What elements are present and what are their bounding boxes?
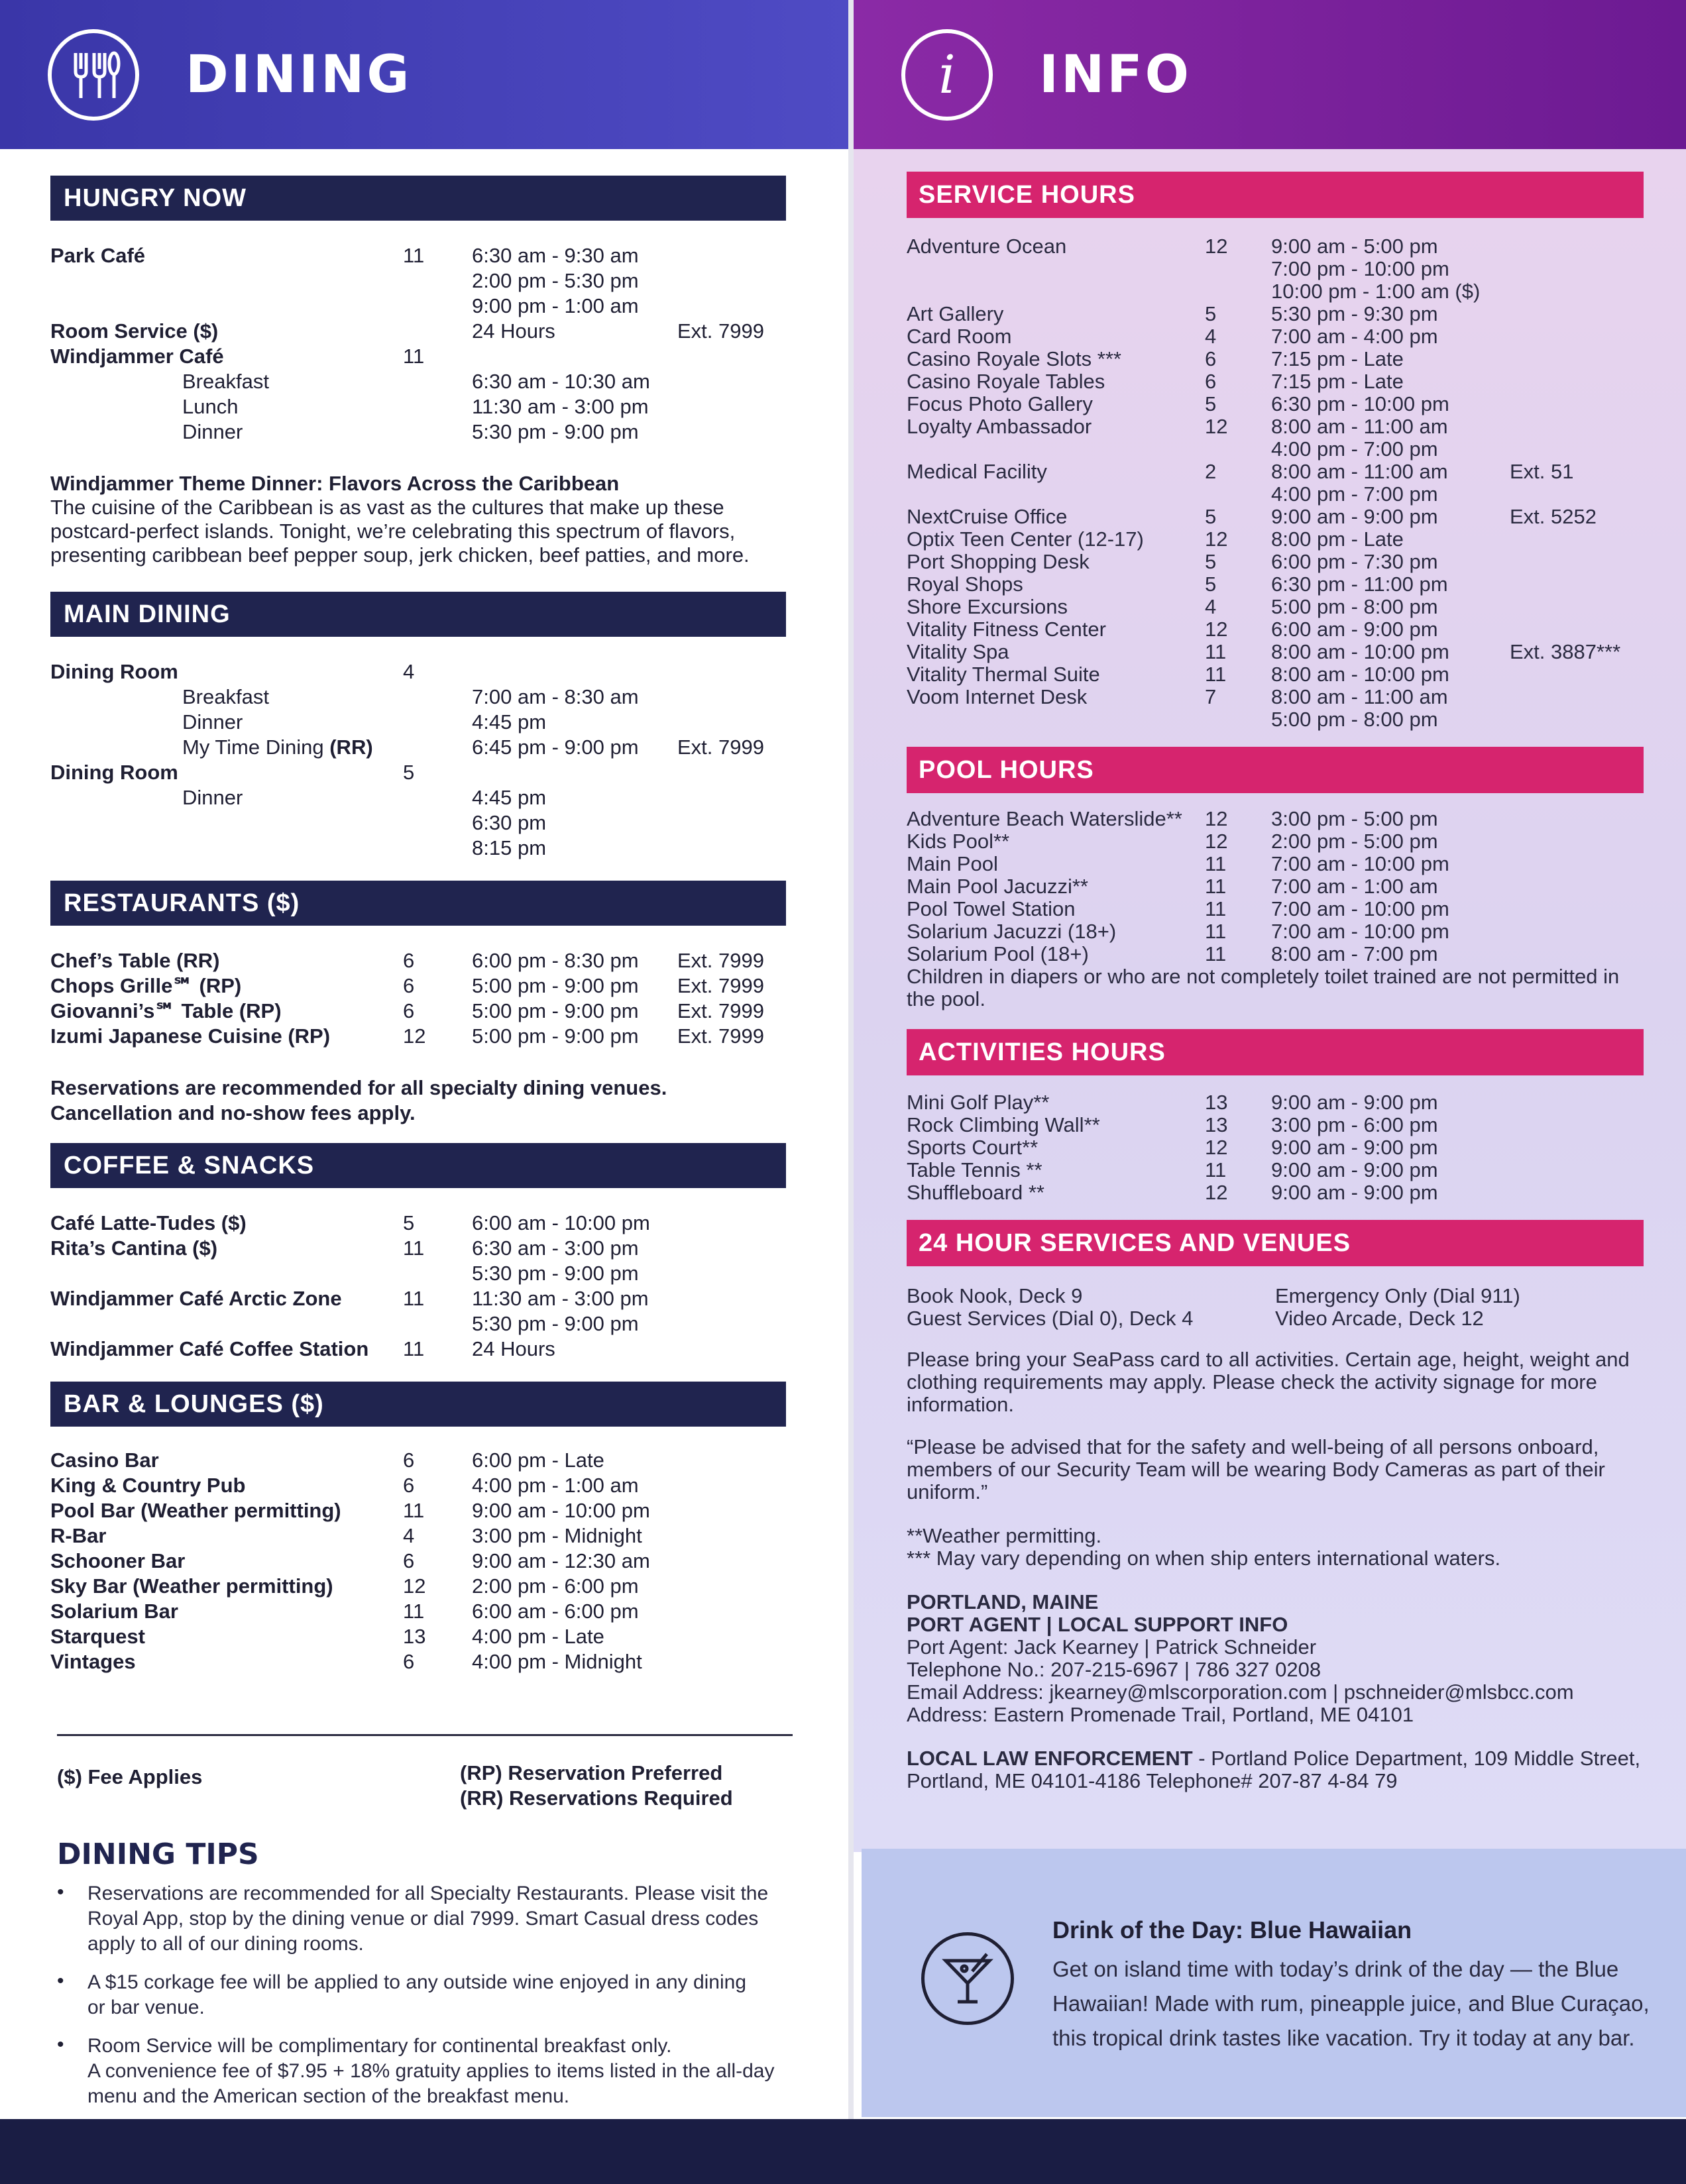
bar-deck: 11: [403, 1600, 425, 1623]
service-ext: Ext. 5252: [1510, 505, 1597, 528]
dining-room-deck: 4: [403, 660, 415, 683]
service-name: Vitality Fitness Center: [907, 618, 1106, 641]
dining-room-meal: Dinner: [182, 786, 243, 809]
legend-rr: (RR) Reservations Required: [460, 1786, 733, 1810]
dining-room-time: 4:45 pm: [472, 786, 547, 809]
restaurants-bar: RESTAURANTS ($): [50, 881, 786, 926]
windjammer-time: 6:30 am - 10:30 am: [472, 370, 650, 393]
service-name: Casino Royale Slots ***: [907, 347, 1121, 370]
dining-tip-line: or bar venue.: [87, 1996, 205, 2018]
coffee-time: 6:00 am - 10:00 pm: [472, 1211, 650, 1234]
dining-title: DINING: [186, 44, 412, 105]
pool-deck: 11: [1205, 852, 1227, 875]
pool-name: Kids Pool**: [907, 830, 1010, 853]
activity-deck: 12: [1205, 1181, 1228, 1204]
coffee-time: 6:30 am - 3:00 pm: [472, 1236, 639, 1260]
port-email: Email Address: jkearney@mlscorporation.com | pschneider@mlsbcc.com: [907, 1680, 1574, 1704]
service-name: Loyalty Ambassador: [907, 415, 1092, 438]
bar-name: King & Country Pub: [50, 1474, 246, 1497]
activity-deck: 13: [1205, 1091, 1228, 1114]
service-name: Adventure Ocean: [907, 235, 1067, 258]
restaurant-name: Chops Grille℠ (RP): [50, 974, 242, 997]
service-deck: 12: [1205, 415, 1228, 438]
bar-name: Sky Bar (Weather permitting): [50, 1574, 333, 1598]
dining-room-meal: Dinner: [182, 710, 243, 734]
bar-time: 4:00 pm - 1:00 am: [472, 1474, 639, 1497]
restaurant-ext: Ext. 7999: [677, 949, 764, 972]
service-deck: 11: [1205, 663, 1227, 686]
law-enforcement: [907, 1747, 1640, 1770]
coffee-time: 5:30 pm - 9:00 pm: [472, 1262, 639, 1285]
service-time: 4:00 pm - 7:00 pm: [1271, 482, 1438, 506]
hungry-now-bar: HUNGRY NOW: [50, 176, 786, 221]
service-deck: 5: [1205, 573, 1217, 596]
bar-deck: 11: [403, 1499, 425, 1522]
bar-time: 6:00 pm - Late: [472, 1448, 604, 1472]
restaurant-ext: Ext. 7999: [677, 1024, 764, 1048]
restaurant-deck: 6: [403, 949, 415, 972]
pool-deck: 11: [1205, 920, 1227, 943]
drink-line: Hawaiian! Made with rum, pineapple juice, and Blue Curaçao,: [1052, 1991, 1650, 2016]
reservation-note: Cancellation and no-show fees apply.: [50, 1101, 416, 1124]
service-name: Focus Photo Gallery: [907, 392, 1093, 415]
activity-name: Sports Court**: [907, 1136, 1039, 1159]
service-time: 8:00 am - 10:00 pm: [1271, 663, 1449, 686]
activity-time: 9:00 am - 9:00 pm: [1271, 1158, 1438, 1181]
coffee-bar: COFFEE & SNACKS: [50, 1143, 786, 1188]
coffee-time: 5:30 pm - 9:00 pm: [472, 1312, 639, 1335]
bar-deck: 6: [403, 1474, 415, 1497]
legend-divider: [57, 1734, 793, 1736]
bullet-icon: •: [57, 1881, 64, 1903]
bar-deck: 4: [403, 1524, 415, 1547]
footnote: *** May vary depending on when ship enters international waters.: [907, 1547, 1501, 1570]
bar-deck: 13: [403, 1625, 426, 1648]
pool-time: 2:00 pm - 5:00 pm: [1271, 830, 1438, 853]
my-time-dining: [182, 735, 373, 760]
restaurant-deck: 12: [403, 1024, 426, 1048]
service-deck: 2: [1205, 460, 1217, 483]
coffee-deck: 11: [403, 1236, 425, 1260]
service-name: Optix Teen Center (12-17): [907, 527, 1144, 551]
service-name: Royal Shops: [907, 573, 1023, 596]
fold-divider: [848, 0, 854, 2119]
coffee-name: Windjammer Café Coffee Station: [50, 1337, 369, 1360]
dining-room-deck: 5: [403, 761, 415, 784]
service-time: 8:00 am - 11:00 am: [1271, 415, 1448, 438]
activity-deck: 11: [1205, 1158, 1227, 1181]
dining-tips-title: DINING TIPS: [57, 1837, 259, 1871]
pool-name: Solarium Pool (18+): [907, 942, 1089, 965]
pool-deck: 11: [1205, 897, 1227, 920]
port-phone: Telephone No.: 207-215-6967 | 786 327 0208: [907, 1658, 1321, 1681]
theme-dinner-text: The cuisine of the Caribbean is as vast as the cultures that make up these: [50, 496, 724, 519]
theme-dinner-text: postcard-perfect islands. Tonight, we’re celebrating this spectrum of flavors,: [50, 519, 736, 543]
service-time: 6:00 am - 9:00 pm: [1271, 618, 1438, 641]
activity-name: Shuffleboard **: [907, 1181, 1044, 1204]
dining-tip-line: A $15 corkage fee will be applied to any outside wine enjoyed in any dining: [87, 1971, 747, 1993]
bar-time: 4:00 pm - Late: [472, 1625, 604, 1648]
main-dining-bar: MAIN DINING: [50, 592, 786, 637]
cutlery-icon: [48, 29, 139, 121]
dining-room-time: 7:00 am - 8:30 am: [472, 685, 639, 708]
activity-name: Mini Golf Play**: [907, 1091, 1050, 1114]
park-cafe-name: Park Café: [50, 244, 146, 267]
security-note: “Please be advised that for the safety and well-being of all persons onboard,: [907, 1435, 1599, 1458]
legend-fee: ($) Fee Applies: [57, 1765, 203, 1788]
dining-room-time: 4:45 pm: [472, 710, 547, 734]
service-time: 5:00 pm - 8:00 pm: [1271, 595, 1438, 618]
pool-name: Main Pool: [907, 852, 998, 875]
law-enforcement-line2: Portland, ME 04101-4186 Telephone# 207-87 4-84 79: [907, 1769, 1398, 1792]
room-service-ext: Ext. 7999: [677, 319, 764, 343]
coffee-deck: 5: [403, 1211, 415, 1234]
venue-24: Emergency Only (Dial 911): [1275, 1284, 1520, 1307]
dining-room-ext: Ext. 7999: [677, 736, 764, 759]
service-time: 6:30 pm - 11:00 pm: [1271, 573, 1448, 596]
service-deck: 5: [1205, 302, 1217, 325]
windjammer-deck: 11: [403, 345, 425, 368]
info-title: INFO: [1039, 44, 1192, 105]
info-header: [854, 0, 1686, 149]
pool-deck: 12: [1205, 807, 1228, 830]
bar-deck: 6: [403, 1549, 415, 1572]
service-time: 9:00 am - 9:00 pm: [1271, 505, 1438, 528]
bar-time: 2:00 pm - 6:00 pm: [472, 1574, 639, 1598]
activity-time: 9:00 am - 9:00 pm: [1271, 1181, 1438, 1204]
service-ext: Ext. 51: [1510, 460, 1574, 483]
seapass-note: Please bring your SeaPass card to all activities. Certain age, height, weight and: [907, 1348, 1630, 1371]
service-name: Shore Excursions: [907, 595, 1068, 618]
restaurant-time: 5:00 pm - 9:00 pm: [472, 974, 639, 997]
port-address: Address: Eastern Promenade Trail, Portland, ME 04101: [907, 1703, 1414, 1726]
coffee-time: 24 Hours: [472, 1337, 555, 1360]
coffee-deck: 11: [403, 1287, 425, 1310]
venue-24: Guest Services (Dial 0), Deck 4: [907, 1307, 1194, 1330]
service-time: 5:00 pm - 8:00 pm: [1271, 708, 1438, 731]
venue-24: Video Arcade, Deck 12: [1275, 1307, 1484, 1330]
law-enforcement-text: - Portland Police Department, 109 Middle Street,: [1192, 1747, 1641, 1770]
service-deck: 12: [1205, 235, 1228, 258]
windjammer-time: 5:30 pm - 9:00 pm: [472, 420, 639, 443]
dining-tip-line: Royal App, stop by the dining venue or dial 7999. Smart Casual dress codes: [87, 1908, 759, 1930]
dining-header: [0, 0, 848, 149]
info-icon: i: [901, 29, 993, 121]
pool-name: Main Pool Jacuzzi**: [907, 875, 1088, 898]
dining-room-time: 8:15 pm: [472, 836, 547, 859]
bar-time: 6:00 am - 6:00 pm: [472, 1600, 639, 1623]
activity-time: 9:00 am - 9:00 pm: [1271, 1136, 1438, 1159]
room-service-time: 24 Hours: [472, 319, 555, 343]
info-column: [854, 149, 1686, 1852]
activity-deck: 12: [1205, 1136, 1228, 1159]
activity-deck: 13: [1205, 1113, 1228, 1136]
seapass-note: clothing requirements may apply. Please check the activity signage for more: [907, 1370, 1597, 1393]
pool-note: Children in diapers or who are not completely toilet trained are not permitted in: [907, 965, 1620, 988]
service-name: Casino Royale Tables: [907, 370, 1105, 393]
port-agent: Port Agent: Jack Kearney | Patrick Schneider: [907, 1635, 1317, 1659]
service-hours-bar: SERVICE HOURS: [907, 172, 1644, 218]
my-time-dining-label: My Time Dining: [182, 736, 330, 759]
dining-room-time: 6:45 pm - 9:00 pm: [472, 736, 639, 759]
bar-name: Schooner Bar: [50, 1549, 186, 1572]
park-cafe-time: 6:30 am - 9:30 am: [472, 244, 639, 267]
park-cafe-time: 9:00 pm - 1:00 am: [472, 294, 639, 317]
service-deck: 5: [1205, 392, 1217, 415]
service-time: 7:15 pm - Late: [1271, 347, 1404, 370]
service-deck: 4: [1205, 595, 1217, 618]
bar-name: Starquest: [50, 1625, 145, 1648]
venue-24: Book Nook, Deck 9: [907, 1284, 1083, 1307]
theme-dinner-text: presenting caribbean beef pepper soup, jerk chicken, beef patties, and more.: [50, 543, 750, 567]
pool-deck: 11: [1205, 875, 1227, 898]
service-time: 7:00 am - 4:00 pm: [1271, 325, 1438, 348]
dining-room-name: Dining Room: [50, 761, 178, 784]
restaurant-deck: 6: [403, 974, 415, 997]
dining-room-meal: Breakfast: [182, 685, 269, 708]
bar-name: Vintages: [50, 1650, 136, 1673]
pool-hours-bar: POOL HOURS: [907, 747, 1644, 793]
restaurant-time: 5:00 pm - 9:00 pm: [472, 1024, 639, 1048]
bar-time: 9:00 am - 10:00 pm: [472, 1499, 650, 1522]
dining-tip-line: Room Service will be complimentary for continental breakfast only.: [87, 2035, 672, 2057]
service-time: 8:00 am - 10:00 pm: [1271, 640, 1449, 663]
bullet-icon: •: [57, 1970, 64, 1992]
bar-name: Pool Bar (Weather permitting): [50, 1499, 341, 1522]
activity-name: Rock Climbing Wall**: [907, 1113, 1100, 1136]
port-city: PORTLAND, MAINE: [907, 1590, 1099, 1613]
theme-dinner-title: Windjammer Theme Dinner: Flavors Across the Caribbean: [50, 472, 620, 495]
bar-time: 4:00 pm - Midnight: [472, 1650, 642, 1673]
restaurant-deck: 6: [403, 999, 415, 1022]
activities-hours-bar: ACTIVITIES HOURS: [907, 1029, 1644, 1075]
service-name: Card Room: [907, 325, 1012, 348]
service-name: Medical Facility: [907, 460, 1047, 483]
bar-time: 9:00 am - 12:30 am: [472, 1549, 650, 1572]
windjammer-meal: Breakfast: [182, 370, 269, 393]
activity-time: 3:00 pm - 6:00 pm: [1271, 1113, 1438, 1136]
service-time: 8:00 am - 11:00 am: [1271, 685, 1448, 708]
services-24-bar: 24 HOUR SERVICES AND VENUES: [907, 1220, 1644, 1266]
windjammer-time: 11:30 am - 3:00 pm: [472, 395, 649, 418]
service-deck: 5: [1205, 550, 1217, 573]
bar-time: 3:00 pm - Midnight: [472, 1524, 642, 1547]
service-deck: 6: [1205, 347, 1217, 370]
dining-room-name: Dining Room: [50, 660, 178, 683]
service-deck: 11: [1205, 640, 1227, 663]
windjammer-meal: Dinner: [182, 420, 243, 443]
bottom-band: [0, 2119, 1686, 2184]
park-cafe-deck: 11: [403, 244, 425, 267]
dining-tip-line: apply to all of our dining rooms.: [87, 1933, 364, 1955]
service-time: 8:00 am - 11:00 am: [1271, 460, 1448, 483]
service-time: 10:00 pm - 1:00 am ($): [1271, 280, 1481, 303]
drink-of-the-day: [862, 1849, 1686, 2117]
service-deck: 12: [1205, 527, 1228, 551]
coffee-name: Rita’s Cantina ($): [50, 1236, 218, 1260]
service-time: 4:00 pm - 7:00 pm: [1271, 437, 1438, 461]
bar-name: Solarium Bar: [50, 1600, 178, 1623]
service-name: NextCruise Office: [907, 505, 1068, 528]
seapass-note: information.: [907, 1393, 1014, 1416]
service-ext: Ext. 3887***: [1510, 640, 1621, 663]
service-deck: 6: [1205, 370, 1217, 393]
dining-column: [0, 149, 848, 2117]
restaurant-ext: Ext. 7999: [677, 999, 764, 1022]
service-deck: 12: [1205, 618, 1228, 641]
service-time: 5:30 pm - 9:30 pm: [1271, 302, 1438, 325]
activity-time: 9:00 am - 9:00 pm: [1271, 1091, 1438, 1114]
pool-name: Pool Towel Station: [907, 897, 1076, 920]
restaurant-name: Chef’s Table (RR): [50, 949, 220, 972]
pool-time: 7:00 am - 10:00 pm: [1271, 897, 1449, 920]
pool-deck: 12: [1205, 830, 1228, 853]
room-service-name: Room Service ($): [50, 319, 219, 343]
service-time: 8:00 pm - Late: [1271, 527, 1404, 551]
coffee-time: 11:30 am - 3:00 pm: [472, 1287, 649, 1310]
pool-time: 3:00 pm - 5:00 pm: [1271, 807, 1438, 830]
dining-room-time: 6:30 pm: [472, 811, 547, 834]
windjammer-meal: Lunch: [182, 395, 239, 418]
restaurant-time: 5:00 pm - 9:00 pm: [472, 999, 639, 1022]
park-cafe-time: 2:00 pm - 5:30 pm: [472, 269, 639, 292]
footnote: **Weather permitting.: [907, 1524, 1102, 1547]
bar-deck: 6: [403, 1650, 415, 1673]
pool-note: the pool.: [907, 987, 985, 1010]
service-time: 9:00 am - 5:00 pm: [1271, 235, 1438, 258]
service-deck: 4: [1205, 325, 1217, 348]
security-note: members of our Security Team will be wearing Body Cameras as part of their: [907, 1458, 1605, 1481]
legend-rp: (RP) Reservation Preferred: [460, 1761, 723, 1784]
law-enforcement-label: LOCAL LAW ENFORCEMENT: [907, 1747, 1193, 1770]
security-note: uniform.”: [907, 1480, 988, 1503]
pool-deck: 11: [1205, 942, 1227, 965]
pool-name: Adventure Beach Waterslide**: [907, 807, 1182, 830]
dining-tip-line: Reservations are recommended for all Specialty Restaurants. Please visit the: [87, 1883, 769, 1904]
pool-time: 7:00 am - 10:00 pm: [1271, 852, 1449, 875]
port-heading: PORT AGENT | LOCAL SUPPORT INFO: [907, 1613, 1288, 1636]
my-time-dining-rr: (RR): [329, 736, 373, 759]
bullet-icon: •: [57, 2034, 64, 2055]
reservation-note: Reservations are recommended for all specialty dining venues.: [50, 1076, 667, 1099]
bar-name: Casino Bar: [50, 1448, 159, 1472]
coffee-name: Windjammer Café Arctic Zone: [50, 1287, 342, 1310]
service-name: Art Gallery: [907, 302, 1004, 325]
pool-time: 7:00 am - 10:00 pm: [1271, 920, 1449, 943]
restaurant-name: Giovanni’s℠ Table (RP): [50, 999, 282, 1022]
pool-name: Solarium Jacuzzi (18+): [907, 920, 1117, 943]
drink-line: Get on island time with today’s drink of the day — the Blue: [1052, 1957, 1619, 1981]
cocktail-icon: [921, 1932, 1014, 2025]
service-name: Vitality Thermal Suite: [907, 663, 1100, 686]
service-deck: 7: [1205, 685, 1217, 708]
coffee-deck: 11: [403, 1337, 425, 1360]
drink-line: this tropical drink tastes like vacation. Try it today at any bar.: [1052, 2026, 1635, 2050]
bar-name: R-Bar: [50, 1524, 107, 1547]
service-name: Vitality Spa: [907, 640, 1009, 663]
service-time: 6:00 pm - 7:30 pm: [1271, 550, 1438, 573]
bar-deck: 12: [403, 1574, 426, 1598]
restaurant-ext: Ext. 7999: [677, 974, 764, 997]
service-name: Port Shopping Desk: [907, 550, 1090, 573]
service-deck: 5: [1205, 505, 1217, 528]
bar-deck: 6: [403, 1448, 415, 1472]
dining-tip-line: menu and the American section of the breakfast menu.: [87, 2085, 570, 2107]
restaurant-name: Izumi Japanese Cuisine (RP): [50, 1024, 331, 1048]
coffee-name: Café Latte-Tudes ($): [50, 1211, 247, 1234]
service-time: 7:00 pm - 10:00 pm: [1271, 257, 1449, 280]
bars-bar: BAR & LOUNGES ($): [50, 1382, 786, 1427]
pool-time: 7:00 am - 1:00 am: [1271, 875, 1438, 898]
dining-tip-line: A convenience fee of $7.95 + 18% gratuity applies to items listed in the all-day: [87, 2060, 775, 2082]
service-name: Voom Internet Desk: [907, 685, 1088, 708]
activity-name: Table Tennis **: [907, 1158, 1042, 1181]
service-time: 7:15 pm - Late: [1271, 370, 1404, 393]
pool-time: 8:00 am - 7:00 pm: [1271, 942, 1438, 965]
drink-title: Drink of the Day: Blue Hawaiian: [1052, 1916, 1412, 1943]
windjammer-name: Windjammer Café: [50, 345, 224, 368]
service-time: 6:30 pm - 10:00 pm: [1271, 392, 1449, 415]
drink-text: [1052, 1952, 1650, 2055]
restaurant-time: 6:00 pm - 8:30 pm: [472, 949, 639, 972]
